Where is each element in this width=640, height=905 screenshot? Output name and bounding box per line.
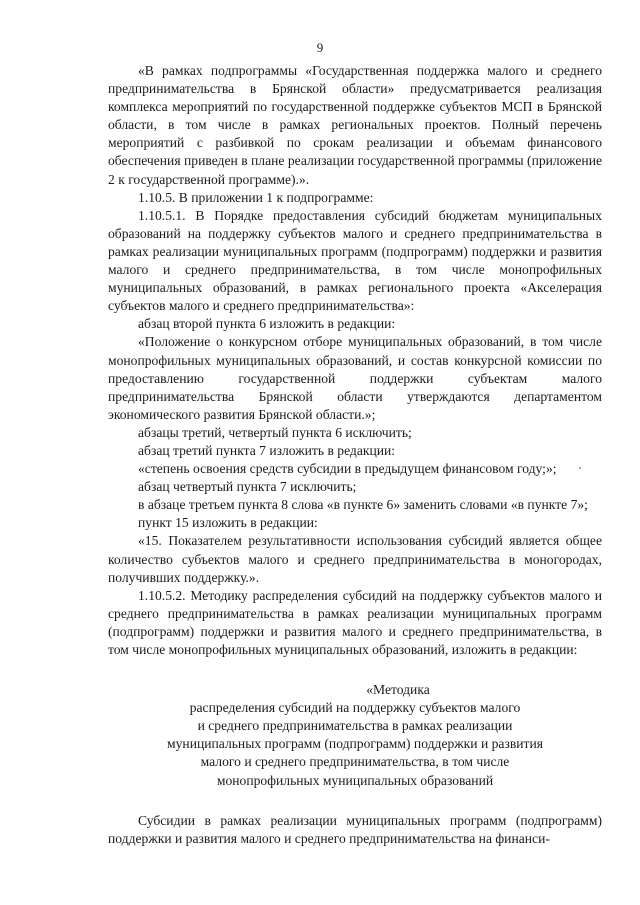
paragraph-subsidy-usage-degree: «степень освоения средств субсидии в предыдущем финансовом году;»; [138,461,557,477]
methodology-title: «Методика [366,682,430,698]
methodology-heading-line: монопрофильных муниципальных образований [216,772,494,788]
paragraph-item-6-exclude: абзацы третий, четвертый пункта 6 исключить; [138,424,412,440]
paragraph-item-8-replace: в абзаце третьем пункта 8 слова «в пункте 6» заменить словами «в пункте 7»; [138,497,588,513]
methodology-heading [108,681,602,790]
paragraph-competition-regulation: «Положение о конкурсном отборе муниципальных образований, в том числе монопрофильных муниципальных образований, и состав конкурсной комиссии по предоставлению государственной поддержки субъектам малого предпринимательства Брянской области утверждаются департаментом экономического развития Брянской области.»; [108,334,602,422]
paragraph-intro-quote: «В рамках подпрограммы «Государственная поддержка малого и среднего предпринимательства в Брянской области» предусматривается реализация комплекса мероприятий по государственной поддержке субъектов МСП в Брянской области, в том числе в рамках региональных проектов. Полный перечень мероприятий с разбивкой по срокам реализации и объемам финансового обеспечения приведен в плане реализации государственной программы (приложение 2 к государственной программе).». [108,63,602,187]
page-number: 9 [316,40,324,55]
methodology-heading-line: муниципальных программ (подпрограмм) поддержки и развития [167,736,543,752]
paragraph-subsidies-financing: Субсидии в рамках реализации муниципальных программ (подпрограмм) поддержки и развития малого и среднего предпринимательства на финанси- [108,812,602,846]
paragraph-item-15: пункт 15 изложить в редакции: [138,515,318,531]
paragraph-item-6-second: абзац второй пункта 6 изложить в редакции: [138,316,396,332]
methodology-heading-line: малого и среднего предпринимательства, в том числе [200,754,510,770]
paragraph-item-15-text: «15. Показателем результативности использования субсидий является общее количество субъектов малого и среднего предпринимательства в моногородах, получивших поддержку.». [108,533,602,585]
paragraph-1-10-5-2: 1.10.5.2. Методику распределения субсидий на поддержку субъектов малого и среднего предпринимательства в рамках реализации муниципальных программ (подпрограмм) поддержки и развития малого и среднего предпринимательства, в том числе монопрофильных муниципальных образований, изложить в редакции: [108,587,602,657]
scan-speck [579,467,581,469]
methodology-heading-line: и среднего предпринимательства в рамках реализации [197,718,513,734]
paragraph-item-7-exclude: абзац четвертый пункта 7 исключить; [138,479,357,495]
paragraph-1-10-5: 1.10.5. В приложении 1 к подпрограмме: [138,189,374,205]
paragraph-item-7-third: абзац третий пункта 7 изложить в редакции: [138,442,396,458]
document-body [108,62,602,848]
methodology-heading-line: распределения субсидий на поддержку субъектов малого [189,700,521,716]
paragraph-1-10-5-1: 1.10.5.1. В Порядке предоставления субсидий бюджетам муниципальных образований на поддержку субъектов малого и среднего предпринимательства в рамках реализации муниципальных программ (подпрограмм) поддержки и развития малого и среднего предпринимательства, в том числе монопрофильных муниципальных образований, в рамках регионального проекта «Акселерация субъектов малого и среднего предпринимательства»: [108,207,602,314]
